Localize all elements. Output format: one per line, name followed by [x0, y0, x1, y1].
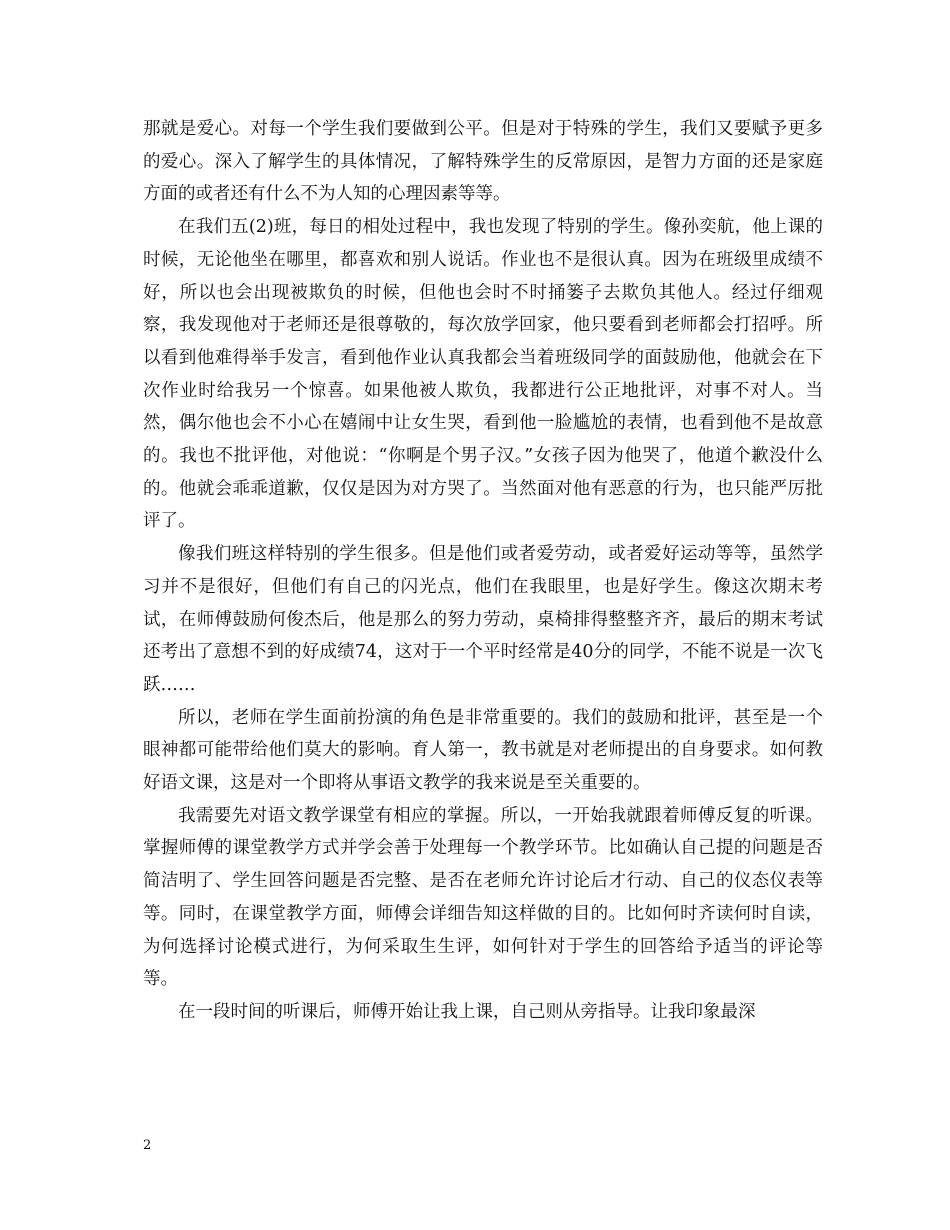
paragraph-4: 所以，老师在学生面前扮演的角色是非常重要的。我们的鼓励和批评，甚至是一个眼神都可能带给他们莫大的影响。育人第一，教书就是对老师提出的自身要求。如何教好语文课，这是对一个即将从事语文教学的我来说是至关重要的。 [143, 707, 823, 794]
page-number: 2 [143, 1138, 152, 1153]
document-body [143, 113, 823, 1029]
paragraph-5: 我需要先对语文教学课堂有相应的掌握。所以，一开始我就跟着师傅反复的听课。掌握师傅的课堂教学方式并学会善于处理每一个教学环节。比如确认自己提的问题是否简洁明了、学生回答问题是否完整、是否在老师允许讨论后才行动、自己的仪态仪表等等。同时，在课堂教学方面，师傅会详细告知这样做的目的。比如何时齐读何时自读，为何选择讨论模式进行，为何采取生生评，如何针对于学生的回答给予适当的评论等等。 [143, 805, 823, 990]
paragraph-6: 在一段时间的听课后，师傅开始让我上课，自己则从旁指导。让我印象最深 [178, 1001, 756, 1022]
paragraph-2: 在我们五(2)班，每日的相处过程中，我也发现了特别的学生。像孙奕航，他上课的时候，无论他坐在哪里，都喜欢和别人说话。作业也不是很认真。因为在班级里成绩不好，所以也会出现被欺负的时候，但他也会时不时捅篓子去欺负其他人。经过仔细观察，我发现他对于老师还是很尊敬的，每次放学回家，他只要看到老师都会打招呼。所以看到他难得举手发言，看到他作业认真我都会当着班级同学的面鼓励他，他就会在下次作业时给我另一个惊喜。如果他被人欺负，我都进行公正地批评，对事不对人。当然，偶尔他也会不小心在嬉闹中让女生哭，看到他一脸尴尬的表情，也看到他不是故意的。我也不批评他，对他说：“你啊是个男子汉。”女孩子因为他哭了，他道个歉没什么的。他就会乖乖道歉，仅仅是因为对方哭了。当然面对他有恶意的行为，也只能严厉批评了。 [143, 217, 823, 532]
paragraph-3: 像我们班这样特别的学生很多。但是他们或者爱劳动，或者爱好运动等等，虽然学习并不是很好，但他们有自己的闪光点，他们在我眼里，也是好学生。像这次期末考试，在师傅鼓励何俊杰后，他是那么的努力劳动，桌椅排得整整齐齐，最后的期末考试还考出了意想不到的好成绩74，这对于一个平时经常是40分的同学，不能不说是一次飞跃…… [143, 544, 823, 695]
paragraph-1: 那就是爱心。对每一个学生我们要做到公平。但是对于特殊的学生，我们又要赋予更多的爱心。深入了解学生的具体情况，了解特殊学生的反常原因，是智力方面的还是家庭方面的或者还有什么不为人知的心理因素等等。 [143, 119, 823, 205]
